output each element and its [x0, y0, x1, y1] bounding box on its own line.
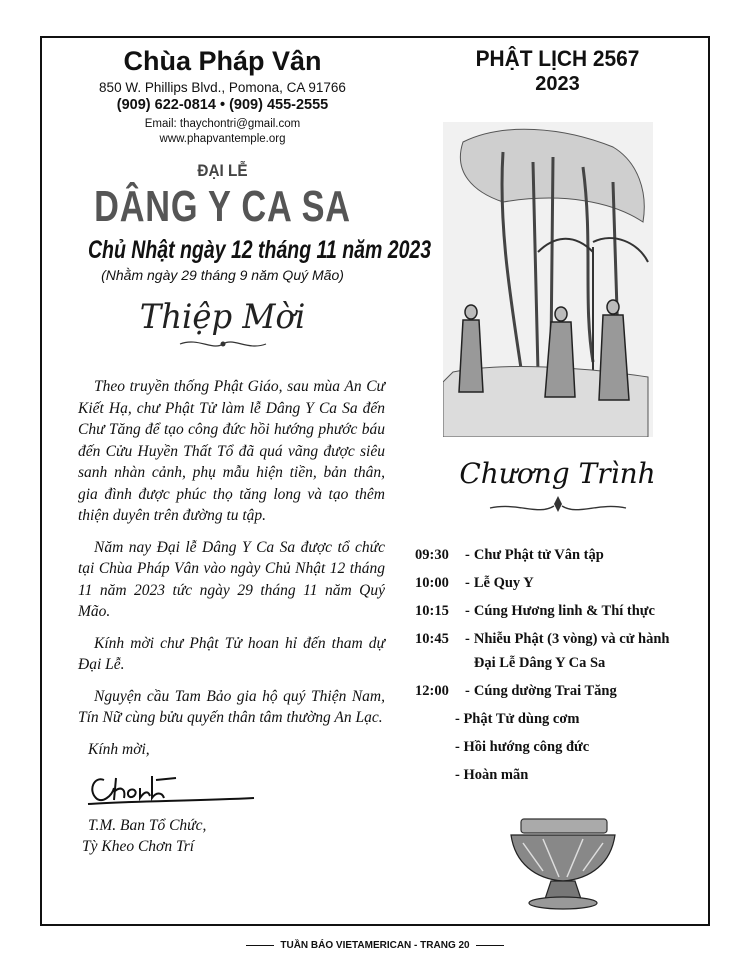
footer-rule [246, 945, 274, 946]
program-time: 10:00 [415, 575, 449, 591]
program-item [415, 541, 700, 569]
calendar-year: 2023 [535, 73, 580, 95]
program-title: Chương Trình [459, 457, 656, 490]
program-sep: - [465, 603, 470, 619]
signer-title: T.M. Ban Tổ Chức, [88, 816, 207, 834]
body-paragraph: Kính mời chư Phật Tử hoan hỉ đến tham dự Đại Lễ. [78, 634, 385, 673]
program-subitem: - Hoàn mãn [455, 767, 529, 783]
signature [50, 768, 395, 815]
program-subitem: - Hồi hướng công đức [455, 739, 590, 755]
temple-name: Chùa Pháp Vân [123, 46, 322, 76]
program-desc [474, 627, 670, 675]
event-name: DÂNG Y CA SA [94, 182, 351, 231]
program-desc: Cúng dường Trai Tăng [473, 683, 617, 699]
program-sep: - [465, 547, 470, 563]
temple-address: 850 W. Phillips Blvd., Pomona, CA 91766 [99, 80, 346, 95]
program-desc: Chư Phật tử Vân tập [473, 547, 604, 563]
signer-name: Tỳ Kheo Chơn Trí [82, 837, 195, 855]
program-sep: - [465, 575, 470, 591]
program-time: 10:15 [415, 603, 449, 619]
program-desc-line: Nhiễu Phật (3 vòng) và cử hành [473, 631, 670, 647]
invitation-body [50, 376, 395, 729]
program-sep: - [465, 683, 470, 699]
event-lunar-date: (Nhằm ngày 29 tháng 9 năm Quý Mão) [101, 267, 344, 283]
program-desc: Lễ Quy Y [473, 575, 534, 591]
program-list [415, 541, 700, 789]
event-prefix: ĐẠI LỄ [197, 161, 248, 180]
program-desc-line: Đại Lễ Dâng Y Ca Sa [473, 655, 606, 671]
footer-text: TUẦN BÁO VIETAMERICAN - TRANG 20 [280, 940, 470, 951]
temple-email: Email: thaychontri@gmail.com [144, 118, 301, 130]
phone-separator: • [219, 97, 226, 113]
footer-rule [476, 945, 504, 946]
program-item [415, 677, 700, 705]
program-item [415, 597, 700, 625]
program-item [415, 569, 700, 597]
flourish-ornament [50, 335, 395, 358]
offering-bowl-illustration [503, 813, 623, 913]
program-sep: - [465, 631, 470, 647]
body-paragraph: Nguyện cầu Tam Bảo gia hộ quý Thiện Nam, Tín Nữ cùng bửu quyến thân tâm thường An Lạc. [78, 687, 385, 726]
program-time: 09:30 [415, 547, 449, 563]
right-column [415, 40, 700, 913]
temple-phones [50, 97, 395, 113]
program-desc: Cúng Hương linh & Thí thực [473, 603, 655, 619]
program-subitem: - Phật Tử dùng cơm [455, 711, 580, 727]
calendar-title: PHẬT LỊCH 2567 [475, 46, 640, 71]
program-time: 10:45 [415, 631, 449, 647]
program-flourish [415, 492, 700, 523]
phone-2: (909) 455-2555 [229, 97, 329, 113]
body-paragraph: Năm nay Đại lễ Dâng Y Ca Sa được tổ chức tại Chùa Pháp Vân vào ngày Chủ Nhật 12 tháng 11 năm 2023 tức ngày 29 tháng 11 năm Quý Mão. [78, 538, 385, 620]
invitation-title: Thiệp Mời [139, 297, 306, 337]
monks-illustration [443, 122, 653, 437]
program-item [415, 627, 700, 675]
event-date: Chủ Nhật ngày 12 tháng 11 năm 2023 [87, 236, 432, 264]
closing: Kính mời, [88, 740, 150, 758]
page-footer [0, 940, 750, 951]
body-paragraph: Theo truyền thống Phật Giáo, sau mùa An Cư Kiết Hạ, chư Phật Tử làm lễ Dâng Y Ca Sa đến Chư Tăng để tạo công đức hồi hướng phước báu đến Cửu Huyền Thất Tổ đã quá vãng được siêu sanh nhàn cảnh, phụ mẫu hiện tiền, bản thân, gia đình được phúc thọ tăng long và tạo thêm thiện duyên trên đường tu tập. [78, 378, 385, 524]
phone-1: (909) 622-0814 [116, 97, 216, 113]
program-time: 12:00 [415, 683, 449, 699]
temple-website: www.phapvantemple.org [159, 133, 286, 145]
